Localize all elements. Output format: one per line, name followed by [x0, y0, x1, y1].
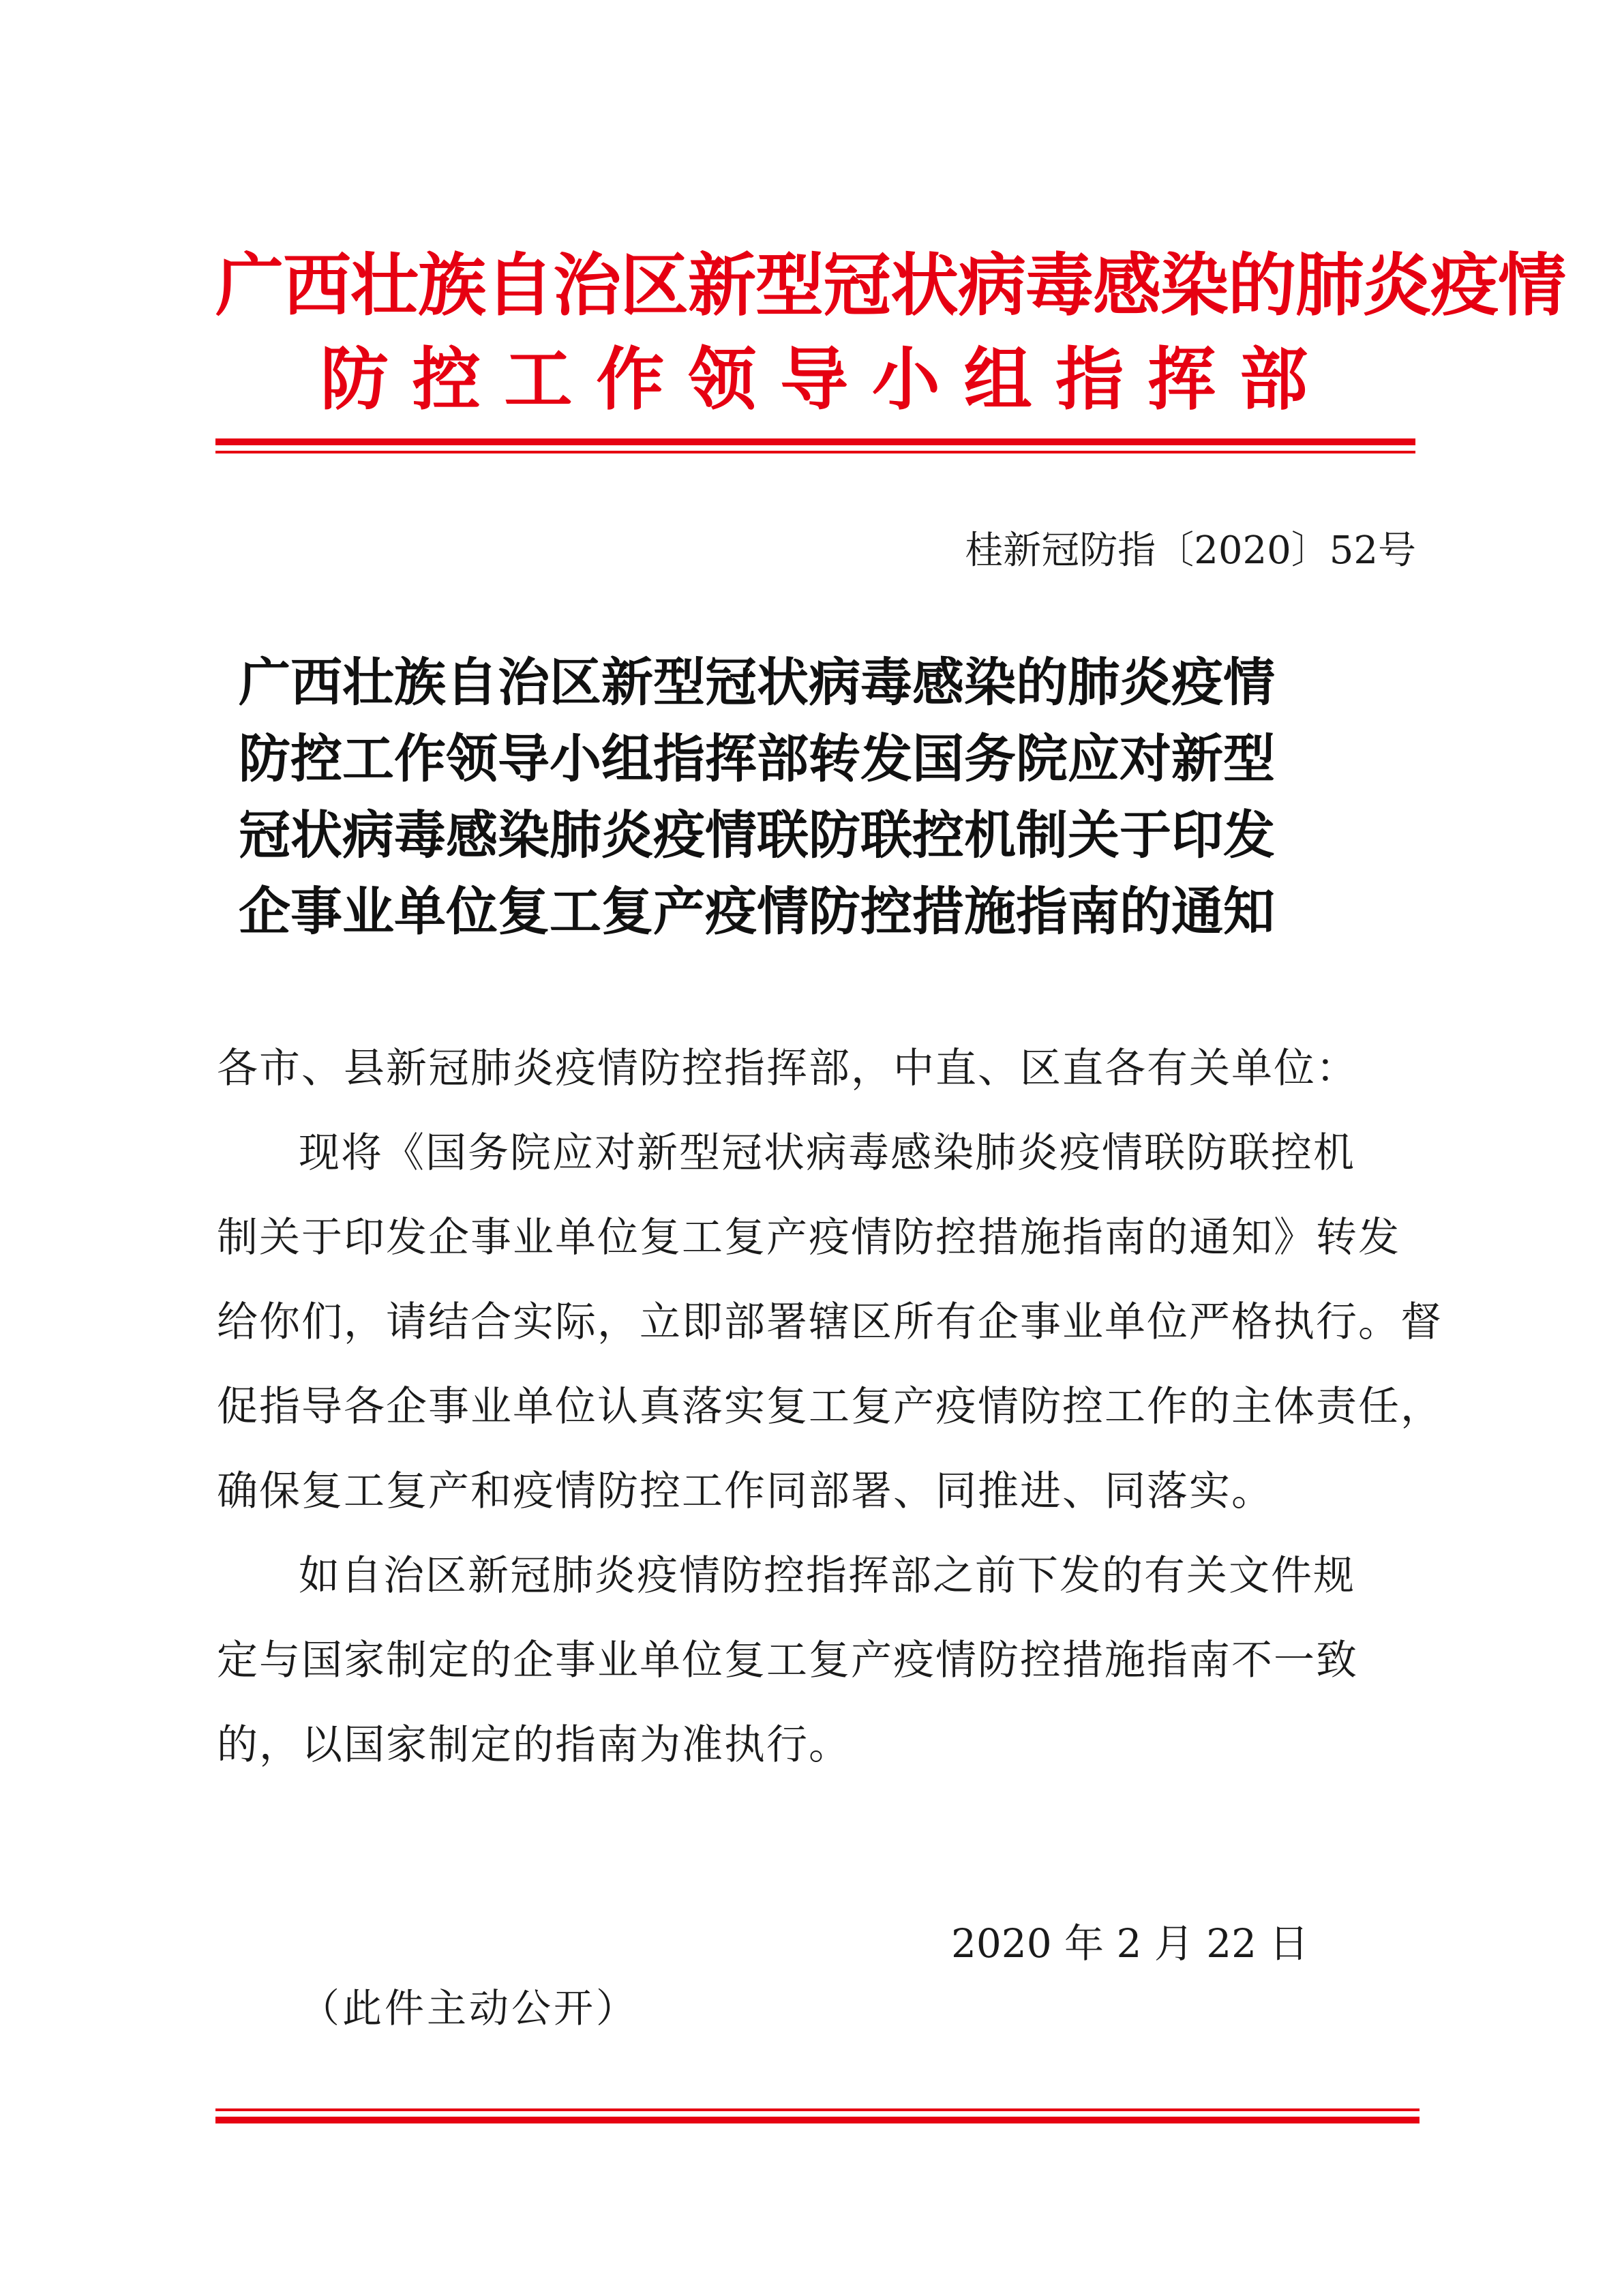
title-line: 企事业单位复工复产疫情防控措施指南的通知 — [239, 881, 1275, 942]
issuing-authority-line-2: 防 控 工 作 领 导 小 组 指 挥 部 — [320, 339, 1308, 419]
issuing-authority-line-1: 广西壮族自治区新型冠状病毒感染的肺炎疫情 — [215, 245, 1565, 325]
title-line: 防控工作领导小组指挥部转发国务院应对新型 — [239, 728, 1275, 789]
footer-red-rule-thick — [215, 2117, 1420, 2123]
paragraph-line: 确保复工复产和疫情防控工作同部署、同推进、同落实。 — [217, 1467, 1274, 1515]
paragraph-line: 定与国家制定的企事业单位复工复产疫情防控措施指南不一致 — [217, 1637, 1358, 1684]
footer-red-rule-thin — [215, 2108, 1420, 2111]
document-number: 桂新冠防指〔2020〕52号 — [965, 528, 1416, 573]
header-red-rule-thick — [215, 438, 1415, 445]
header-red-rule-thin — [215, 451, 1415, 453]
title-line: 冠状病毒感染肺炎疫情联防联控机制关于印发 — [239, 805, 1275, 865]
title-line: 广西壮族自治区新型冠状病毒感染的肺炎疫情 — [239, 652, 1275, 713]
paragraph-line: 给你们，请结合实际，立即部署辖区所有企事业单位严格执行。督 — [217, 1298, 1443, 1346]
salutation: 各市、县新冠肺炎疫情防控指挥部，中直、区直各有关单位： — [217, 1045, 1358, 1092]
paragraph-line: 如自治区新冠肺炎疫情防控指挥部之前下发的有关文件规 — [299, 1552, 1355, 1600]
paragraph-line: 制关于印发企事业单位复工复产疫情防控措施指南的通知》转发 — [217, 1214, 1400, 1262]
public-disclosure-note: （此件主动公开） — [300, 1985, 639, 2031]
paragraph-line: 促指导各企事业单位认真落实复工复产疫情防控工作的主体责任， — [217, 1383, 1443, 1431]
paragraph-line: 现将《国务院应对新型冠状病毒感染肺炎疫情联防联控机 — [299, 1129, 1355, 1177]
document-title — [239, 644, 1398, 950]
document-body — [217, 1026, 1443, 1787]
paragraph-line: 的，以国家制定的指南为准执行。 — [217, 1721, 851, 1769]
issue-date: 2020 年 2 月 22 日 — [951, 1920, 1309, 1967]
